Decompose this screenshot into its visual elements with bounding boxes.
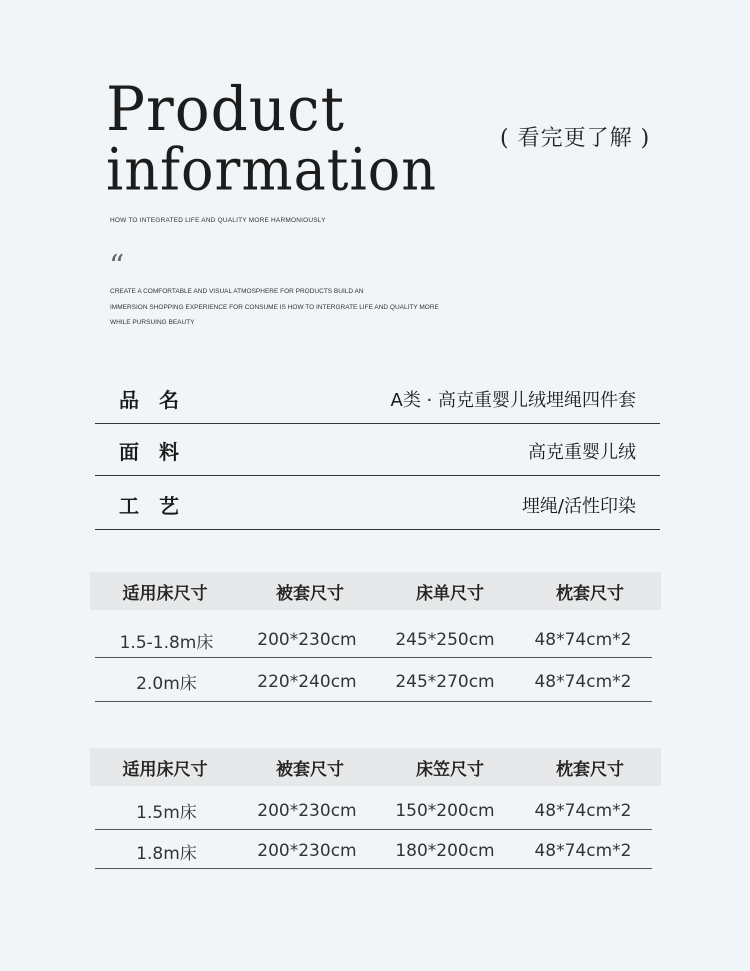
info-value: A类 · 高克重婴儿绒埋绳四件套 [390, 390, 636, 411]
header-cell: 枕套尺寸 [556, 583, 624, 604]
table-row [95, 610, 652, 658]
description-line: CREATE A COMFORTABLE AND VISUAL ATMOSPHERE FOR PRODUCTS BUILD AN [110, 288, 364, 295]
table-cell: 1.5m床 [136, 803, 197, 823]
header-cell: 床笠尺寸 [416, 759, 484, 780]
table-cell: 2.0m床 [136, 674, 197, 694]
table-cell: 200*230cm [257, 800, 357, 821]
header-cell: 适用床尺寸 [122, 759, 208, 780]
info-row-craft [95, 478, 660, 530]
title-line-1: Product [106, 73, 345, 145]
table-header [90, 748, 661, 786]
table-row [95, 830, 652, 869]
table-cell: 48*74cm*2 [534, 800, 632, 821]
table-row [95, 658, 652, 702]
table-cell: 220*240cm [257, 671, 357, 692]
table-cell: 48*74cm*2 [534, 841, 632, 861]
table-cell: 150*200cm [395, 800, 495, 821]
read-more-hint: ( 看完更了解 ) [500, 126, 651, 151]
info-row-name [95, 372, 660, 424]
header-cell: 被套尺寸 [276, 583, 344, 604]
table-cell: 200*230cm [257, 841, 357, 861]
info-value: 高克重婴儿绒 [528, 442, 636, 463]
tagline: HOW TO INTEGRATED LIFE AND QUALITY MORE HARMONIOUSLY [110, 217, 326, 224]
info-label: 品名 [119, 388, 199, 412]
header-cell: 被套尺寸 [276, 759, 344, 780]
table-cell: 48*74cm*2 [534, 630, 632, 650]
table-row [95, 786, 652, 830]
description [110, 284, 530, 331]
description-line: WHILE PURSUING BEAUTY [110, 319, 195, 326]
header-cell: 适用床尺寸 [122, 583, 208, 604]
info-value: 埋绳/活性印染 [521, 496, 636, 517]
table-cell: 245*250cm [395, 630, 495, 650]
info-row-fabric [95, 424, 660, 476]
header-cell: 床单尺寸 [416, 583, 484, 604]
title-line-2: information [106, 135, 438, 204]
description-line: IMMERSION SHOPPING EXPERIENCE FOR CONSUME IS HOW TO INTERGRATE LIFE AND QUALITY MORE [110, 303, 439, 311]
info-label: 工艺 [119, 494, 199, 518]
table-cell: 48*74cm*2 [534, 671, 632, 692]
table-cell: 1.8m床 [136, 843, 197, 864]
table-header [90, 572, 661, 610]
table-cell: 200*230cm [257, 630, 357, 650]
size-table-sheet [90, 572, 661, 702]
info-label: 面料 [119, 440, 199, 464]
table-cell: 180*200cm [395, 841, 495, 861]
table-cell: 1.5-1.8m床 [119, 632, 214, 653]
quote-icon: “ [109, 249, 125, 284]
size-table-fitted [90, 748, 661, 869]
header-cell: 枕套尺寸 [556, 759, 624, 780]
table-cell: 245*270cm [395, 671, 495, 692]
